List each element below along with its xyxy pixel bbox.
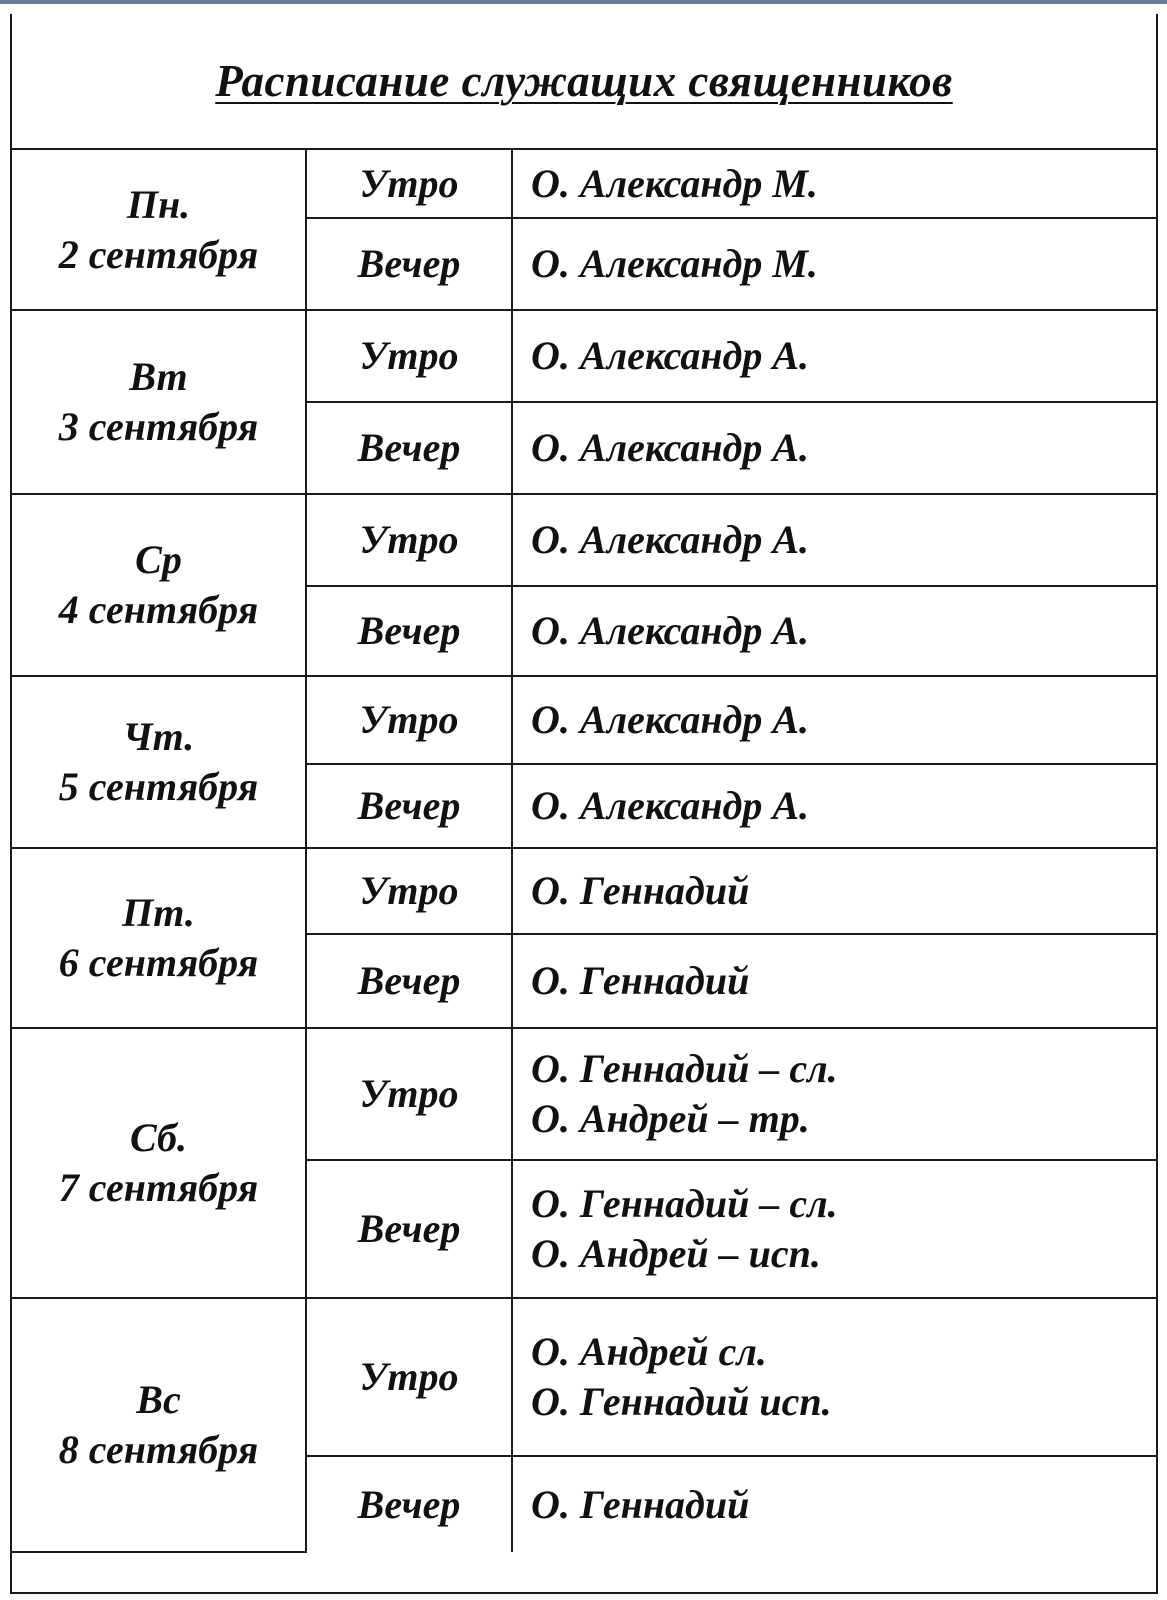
day-name: Сб. [130,1115,187,1160]
schedule-row [12,494,1156,586]
priest-name: О. Андрей – тр. [531,1096,810,1141]
day-cell [12,848,306,1028]
day-cell [12,150,306,310]
service-time-cell [306,934,512,1028]
day-date: 6 сентября [58,940,259,985]
service-time: Утро [359,697,459,742]
priest-cell [512,676,1156,764]
priest-cell [512,764,1156,848]
priest-name: О. Александр А. [531,333,810,378]
service-time: Вечер [357,425,461,470]
priest-cell [512,1028,1156,1160]
schedule-table [12,150,1156,1553]
priest-name: О. Геннадий исп. [531,1379,832,1424]
service-time: Утро [359,868,459,913]
service-time-cell [306,1298,512,1456]
priest-name: О. Александр М. [531,160,818,206]
priest-name: О. Александр А. [531,783,810,828]
priest-cell [512,848,1156,934]
service-time-cell [306,764,512,848]
schedule-row [12,150,1156,218]
service-time-cell [306,310,512,402]
day-date: 3 сентября [58,404,259,449]
priest-cell [512,586,1156,676]
day-name: Ср [135,537,182,582]
priest-cell [512,934,1156,1028]
service-time-cell [306,1028,512,1160]
priest-cell [512,402,1156,494]
day-date: 4 сентября [58,587,259,632]
priest-cell [512,1160,1156,1298]
service-time-cell [306,494,512,586]
service-time-cell [306,402,512,494]
day-date: 7 сентября [58,1165,259,1210]
schedule-body [12,150,1156,1552]
priest-cell [512,494,1156,586]
schedule-row [12,1298,1156,1456]
day-date: 5 сентября [58,764,259,809]
service-time: Вечер [357,1481,461,1527]
schedule-row [12,310,1156,402]
service-time: Утро [359,517,459,562]
service-time-cell [306,150,512,218]
schedule-row [12,1028,1156,1160]
day-name: Чт. [122,714,195,759]
service-time: Вечер [357,783,461,828]
schedule-row [12,676,1156,764]
schedule-sheet [10,14,1158,1594]
day-date: 8 сентября [58,1427,259,1472]
service-time: Утро [359,1354,459,1399]
priest-name: О. Александр А. [531,697,810,742]
service-time-cell [306,586,512,676]
priest-cell [512,150,1156,218]
priest-cell [512,218,1156,310]
priest-name: О. Александр А. [531,425,810,470]
priest-name: О. Геннадий [531,868,750,913]
service-time-cell [306,1456,512,1552]
priest-name: О. Александр М. [531,241,818,286]
priest-name: О. Александр А. [531,608,810,653]
service-time: Утро [359,1071,459,1116]
priest-name: О. Геннадий [531,1481,750,1527]
priest-name: О. Геннадий – сл. [531,1046,838,1091]
priest-cell [512,1298,1156,1456]
day-name: Вс [136,1377,181,1422]
top-rule [0,0,1167,4]
day-date: 2 сентября [58,231,259,277]
day-cell [12,1298,306,1552]
priest-name: О. Геннадий – сл. [531,1181,838,1226]
schedule-row [12,848,1156,934]
day-cell [12,310,306,494]
day-name: Пн. [126,181,191,227]
priest-cell [512,310,1156,402]
priest-name: О. Андрей сл. [531,1329,767,1374]
service-time: Утро [359,160,459,206]
title-row [12,14,1156,150]
service-time: Утро [359,333,459,378]
day-cell [12,1028,306,1298]
day-name: Пт. [122,890,195,935]
priest-name: О. Александр А. [531,517,810,562]
day-cell [12,494,306,676]
service-time-cell [306,676,512,764]
service-time: Вечер [357,241,461,286]
service-time-cell [306,848,512,934]
service-time: Вечер [357,1206,461,1251]
priest-cell [512,1456,1156,1552]
service-time-cell [306,218,512,310]
day-name: Вт [129,354,188,399]
service-time-cell [306,1160,512,1298]
service-time: Вечер [357,608,461,653]
service-time: Вечер [357,958,461,1003]
priest-name: О. Геннадий [531,958,750,1003]
priest-name: О. Андрей – исп. [531,1231,821,1276]
page-title: Расписание служащих священников [215,56,953,106]
day-cell [12,676,306,848]
